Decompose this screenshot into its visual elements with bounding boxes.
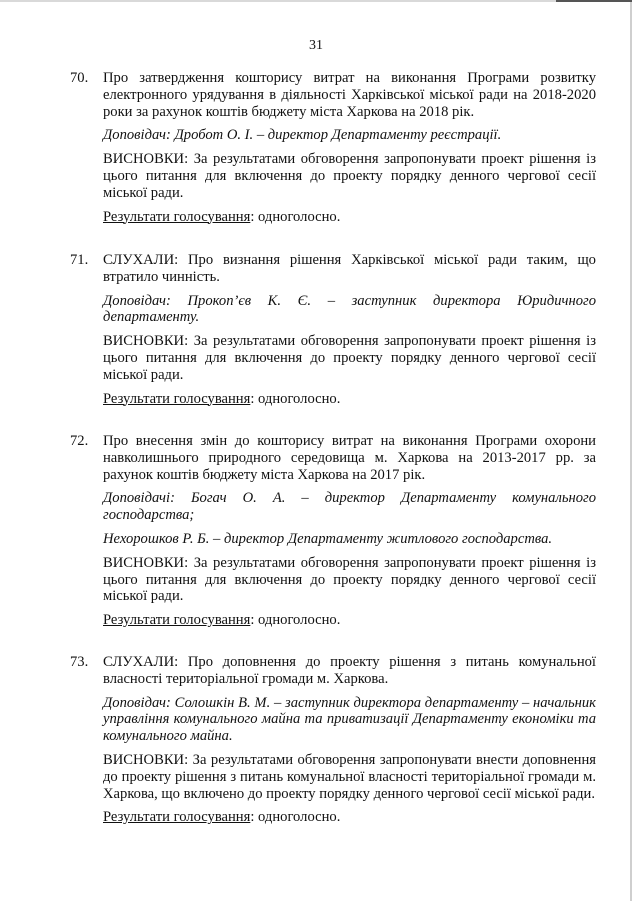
conclusion	[103, 752, 596, 802]
item-number: 72.	[70, 433, 89, 449]
vote-value: : одноголосно.	[250, 208, 341, 225]
conclusion	[103, 151, 596, 201]
speaker-line: Доповідач: Дробот О. І. – директор Департаменту реєстрації.	[103, 127, 502, 144]
conclusion-text: За результатами обговорення запропонувати проект рішення із цього питання для включення до проекту порядку денного чергової сесії міської ради.	[103, 333, 596, 383]
item-prefix: СЛУХАЛИ:	[103, 252, 179, 268]
vote-label: Результати голосування	[103, 208, 251, 225]
conclusion-text: За результатами обговорення запропонувати внести доповнення до проекту рішення з питань комунальної власності територіальної громади м. Харкова, що включено до проекту порядку денного чергової сесії міської ради.	[103, 751, 597, 802]
item-title: Про затвердження кошторису витрат на виконання Програми розвитку електронного урядування в діяльності Харківської міської ради на 2018-2020 роки за рахунок коштів бюджету міста Харкова на 2018 рік.	[103, 70, 596, 120]
conclusion-text: За результатами обговорення запропонувати проект рішення із цього питання для включення до проекту порядку денного чергової сесії міської ради.	[103, 554, 596, 605]
vote-result	[103, 391, 596, 408]
speaker-line: Нехорошков Р. Б. – директор Департаменту житлового господарства.	[103, 530, 553, 547]
item-heading	[70, 70, 596, 120]
item-prefix: СЛУХАЛИ:	[103, 654, 179, 670]
conclusion-text: За результатами обговорення запропонувати проект рішення із цього питання для включення до проекту порядку денного чергової сесії міської ради.	[103, 151, 596, 201]
vote-result	[103, 809, 596, 826]
page-top-edge	[0, 0, 632, 2]
vote-result	[103, 612, 596, 629]
vote-value: : одноголосно.	[250, 390, 341, 407]
item-title: Про внесення змін до кошторису витрат на виконання Програми охорони навколишнього природного середовища м. Харкова на 2013-2017 рр. за рахунок коштів бюджету міста Харкова на 2017 рік.	[103, 433, 596, 483]
vote-value: : одноголосно.	[250, 612, 341, 629]
item-number: 70.	[70, 70, 89, 86]
vote-label: Результати голосування	[103, 612, 251, 629]
speaker-line: Доповідач: Солошкін В. М. – заступник директора департаменту – начальник управління комунального майна та приватизації Департаменту економіки та комунального майна.	[103, 694, 596, 745]
speaker-line: Доповідачі: Богач О. А. – директор Департаменту комунального господарства;	[103, 490, 596, 524]
item-heading	[70, 252, 596, 286]
conclusion	[103, 333, 596, 383]
vote-result	[103, 209, 596, 226]
agenda-item-71	[70, 252, 596, 414]
conclusion-label: ВИСНОВКИ:	[103, 751, 189, 768]
conclusion-label: ВИСНОВКИ:	[103, 151, 189, 168]
speaker-line: Доповідач: Прокоп’єв К. Є. – заступник директора Юридичного департаменту.	[103, 292, 596, 326]
agenda-item-73	[70, 654, 596, 833]
item-title: Про визнання рішення Харківської міської ради таким, що втратило чинність.	[103, 252, 596, 285]
item-title: Про доповнення до проекту рішення з питань комунальної власності територіальної громади м. Харкова.	[103, 654, 596, 687]
agenda-item-70	[70, 70, 596, 232]
item-heading	[70, 433, 596, 483]
item-heading	[70, 654, 596, 688]
page-number: 31	[309, 38, 323, 53]
conclusion-label: ВИСНОВКИ:	[103, 333, 189, 350]
vote-label: Результати голосування	[103, 809, 251, 826]
item-number: 73.	[70, 654, 89, 670]
item-number: 71.	[70, 252, 89, 268]
conclusion-label: ВИСНОВКИ:	[103, 554, 189, 571]
vote-value: : одноголосно.	[250, 809, 341, 826]
scan-corner-mark	[556, 0, 632, 2]
agenda-item-72	[70, 433, 596, 636]
conclusion	[103, 555, 596, 605]
vote-label: Результати голосування	[103, 390, 251, 407]
